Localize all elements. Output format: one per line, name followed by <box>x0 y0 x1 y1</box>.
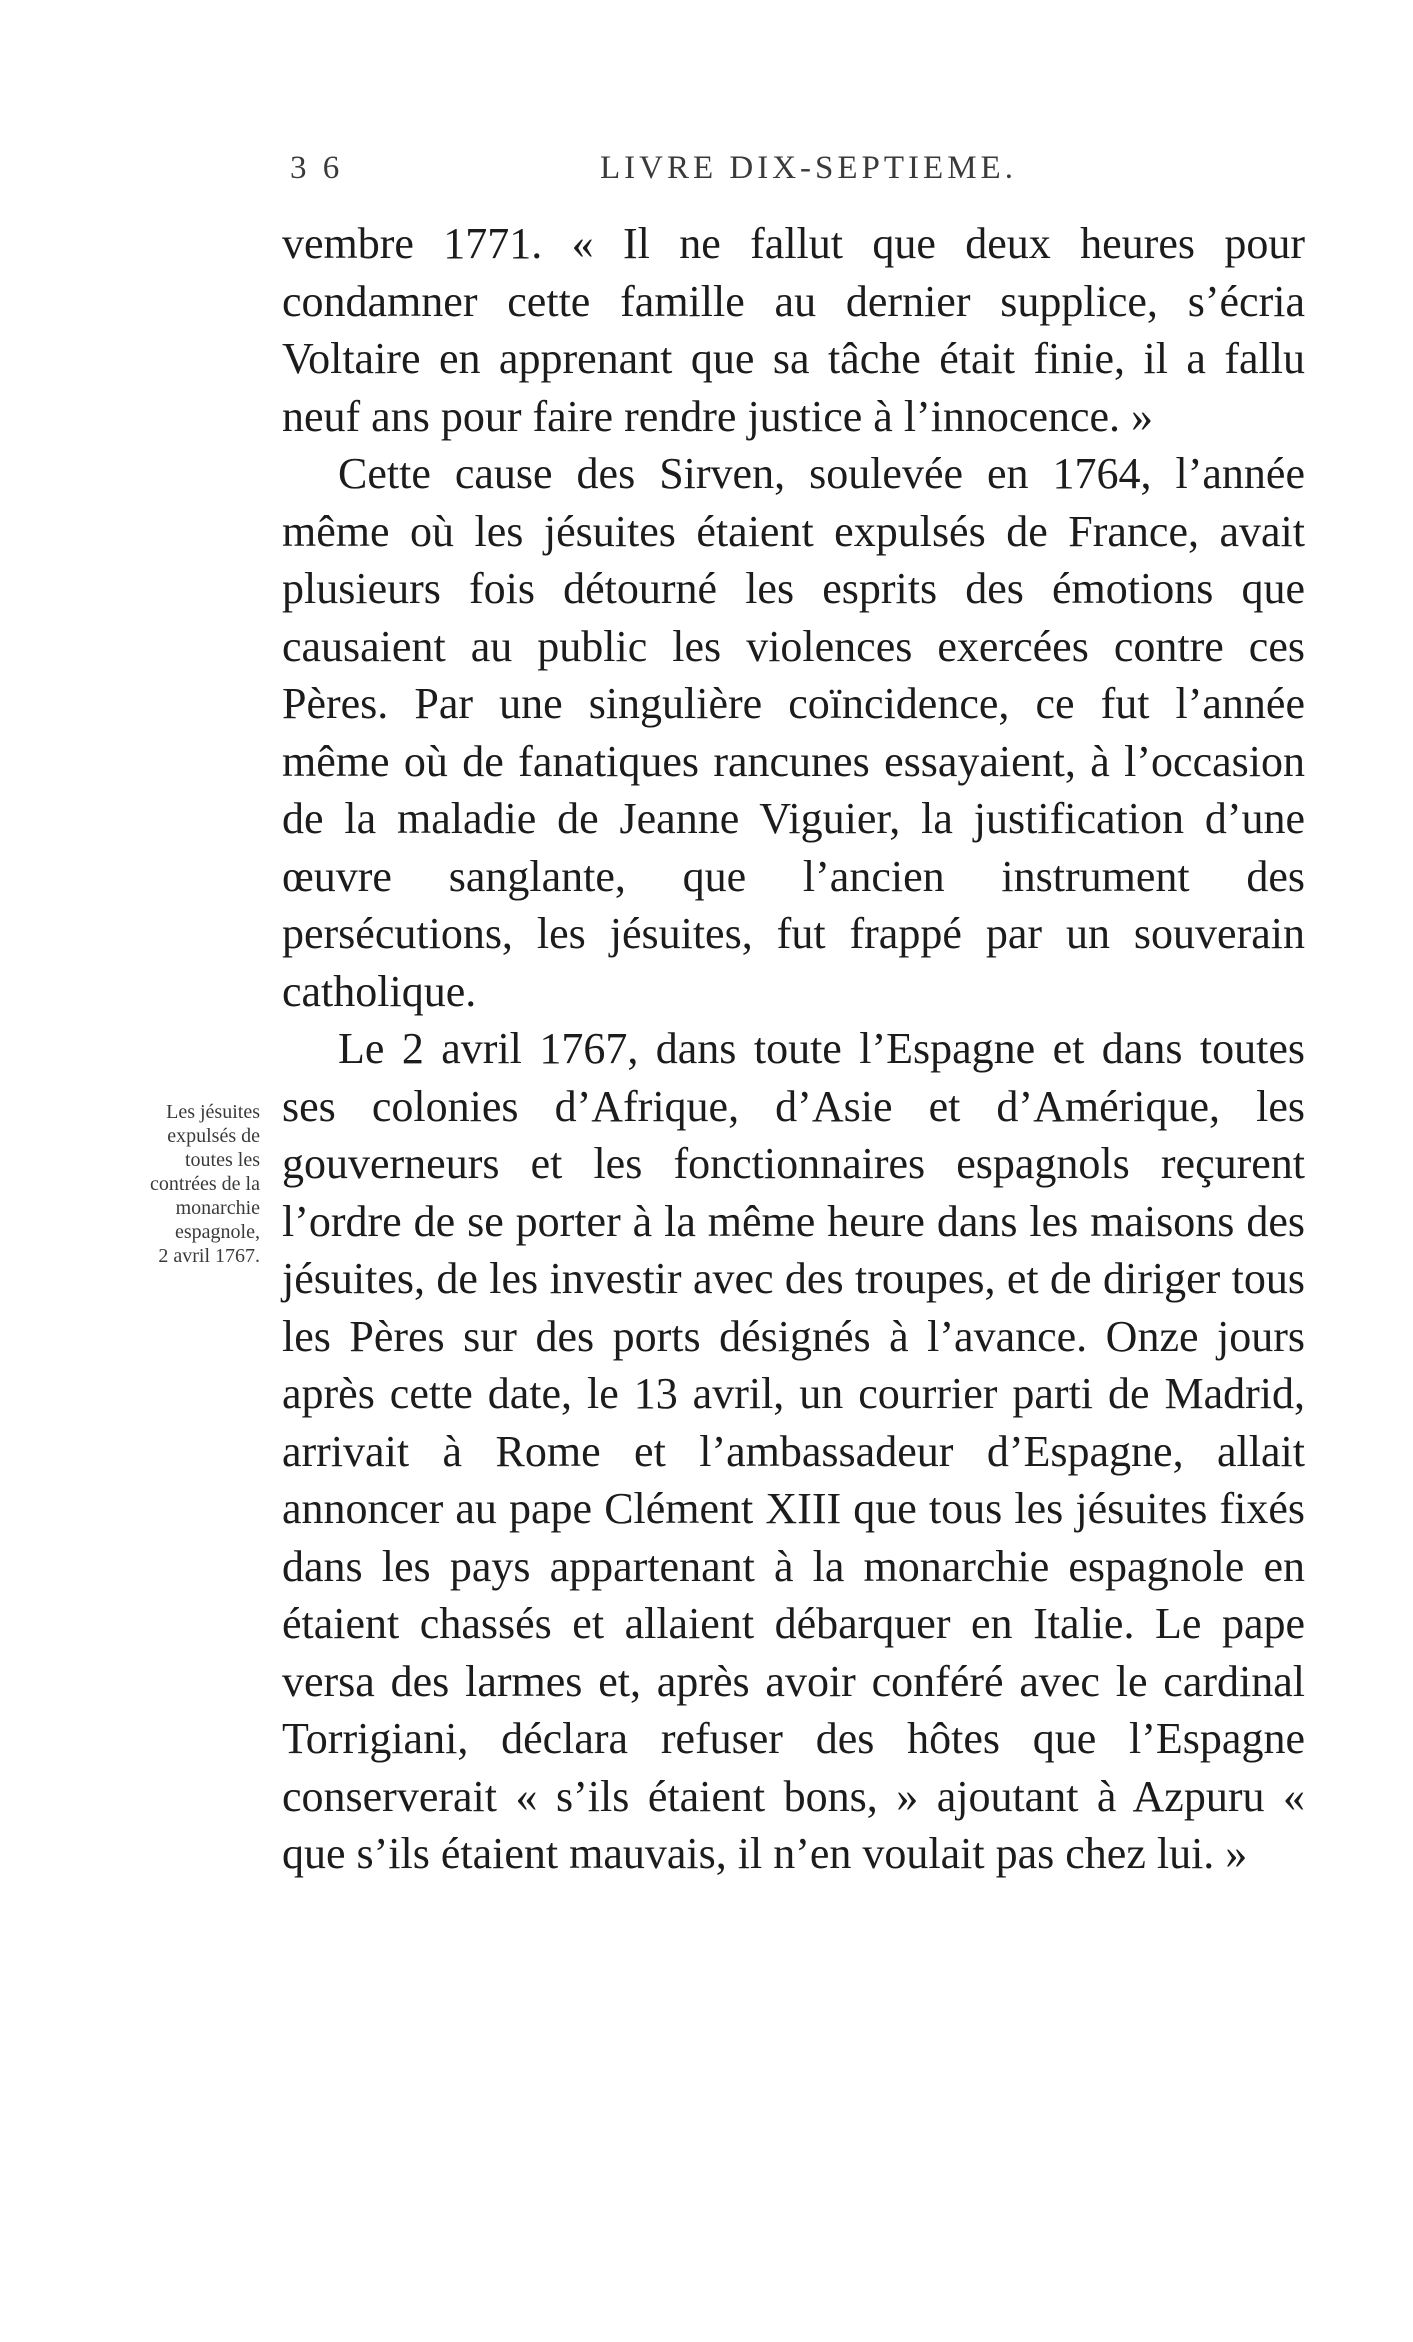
margin-note-line: 2 avril 1767. <box>158 1245 260 1267</box>
margin-note-line: monarchie <box>175 1197 260 1219</box>
margin-note <box>40 1100 260 1268</box>
page-number: 3 6 <box>290 150 344 186</box>
running-title: LIVRE DIX-SEPTIEME. <box>600 150 1017 186</box>
margin-note-line: toutes les <box>185 1149 260 1171</box>
margin-note-line: Les jésuites <box>166 1101 260 1123</box>
margin-note-line: espagnole, <box>175 1221 260 1243</box>
margin-note-line: contrées de la <box>150 1173 260 1195</box>
body-text <box>282 215 1305 1883</box>
paragraph-3: Le 2 avril 1767, dans toute l’Espagne et dans toutes ses colonies d’Afrique, d’Asie et d’Amérique, les gouverneurs et les fonctionnaires espagnols reçurent l’ordre de se porter à la même heure dans les maisons des jésuites, de les investir avec des troupes, et de diriger tous les Pères sur des ports désignés à l’avance. Onze jours après cette date, le 13 avril, un courrier parti de Madrid, arrivait à Rome et l’ambassadeur d’Espagne, allait annoncer au pape Clément XIII que tous les jésuites fixés dans les pays appartenant à la monarchie espagnole en étaient chassés et allaient débarquer en Italie. Le pape versa des larmes et, après avoir conféré avec le cardinal Torrigiani, déclara refuser des hôtes que l’Espagne conserverait « s’ils étaient bons, » ajoutant à Azpuru « que s’ils étaient mauvais, il n’en voulait pas chez lui. » <box>282 1024 1305 1878</box>
running-head <box>290 150 1305 200</box>
paragraph-1: vembre 1771. « Il ne fallut que deux heures pour condamner cette famille au dernier supplice, s’écria Voltaire en apprenant que sa tâche était finie, il a fallu neuf ans pour faire rendre justice à l’innocence. » <box>282 219 1305 441</box>
margin-note-line: expulsés de <box>167 1125 260 1147</box>
paragraph-2: Cette cause des Sirven, soulevée en 1764, l’année même où les jésuites étaient expulsés de France, avait plusieurs fois détourné les esprits des émotions que causaient au public les violences exercées contre ces Pères. Par une singulière coïncidence, ce fut l’année même où de fanatiques rancunes essayaient, à l’occasion de la maladie de Jeanne Viguier, la justification d’une œuvre sanglante, que l’ancien instrument des persécutions, les jésuites, fut frappé par un souverain catholique. <box>282 449 1305 1016</box>
